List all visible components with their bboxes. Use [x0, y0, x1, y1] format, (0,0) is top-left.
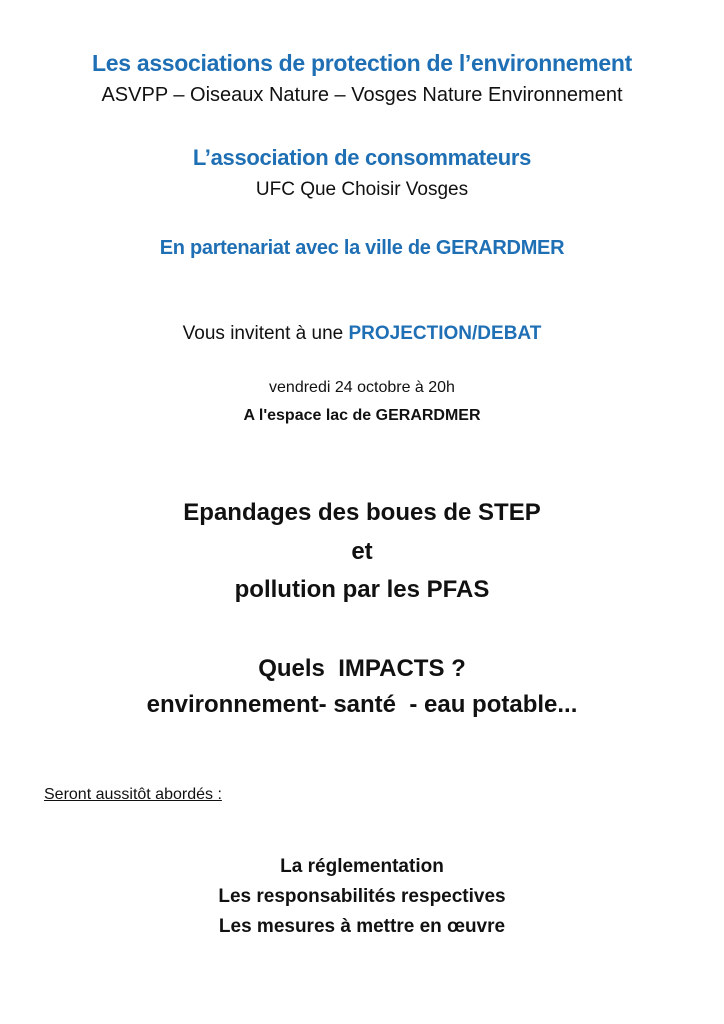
topic-line-1: Epandages des boues de STEP: [183, 499, 541, 526]
event-type: PROJECTION/DEBAT: [348, 323, 542, 344]
topic-line-2: et: [351, 538, 373, 565]
agenda-item: Les mesures à mettre en œuvre: [218, 916, 506, 937]
invitation-prefix: Vous invitent à une: [182, 323, 349, 344]
partnership-line: En partenariat avec la ville de GERARDMER: [159, 237, 565, 259]
invitation-line: [0, 324, 724, 343]
consumer-association-title: L’association de consommateurs: [192, 145, 532, 170]
event-venue: A l'espace lac de GERARDMER: [243, 407, 481, 424]
consumer-association-name: UFC Que Choisir Vosges: [255, 179, 469, 200]
topic-line-3: pollution par les PFAS: [234, 576, 490, 603]
agenda-item: Les responsabilités respectives: [218, 886, 506, 907]
env-associations-names: ASVPP – Oiseaux Nature – Vosges Nature Environnement: [101, 84, 623, 106]
agenda-label: Seront aussitôt abordés :: [44, 786, 222, 803]
impacts-question: Quels IMPACTS ?: [258, 655, 466, 682]
agenda-item: La réglementation: [280, 856, 444, 877]
event-date: vendredi 24 octobre à 20h: [269, 379, 455, 396]
impacts-detail: environnement- santé - eau potable...: [146, 691, 578, 718]
env-associations-title: Les associations de protection de l’environnement: [92, 50, 632, 76]
